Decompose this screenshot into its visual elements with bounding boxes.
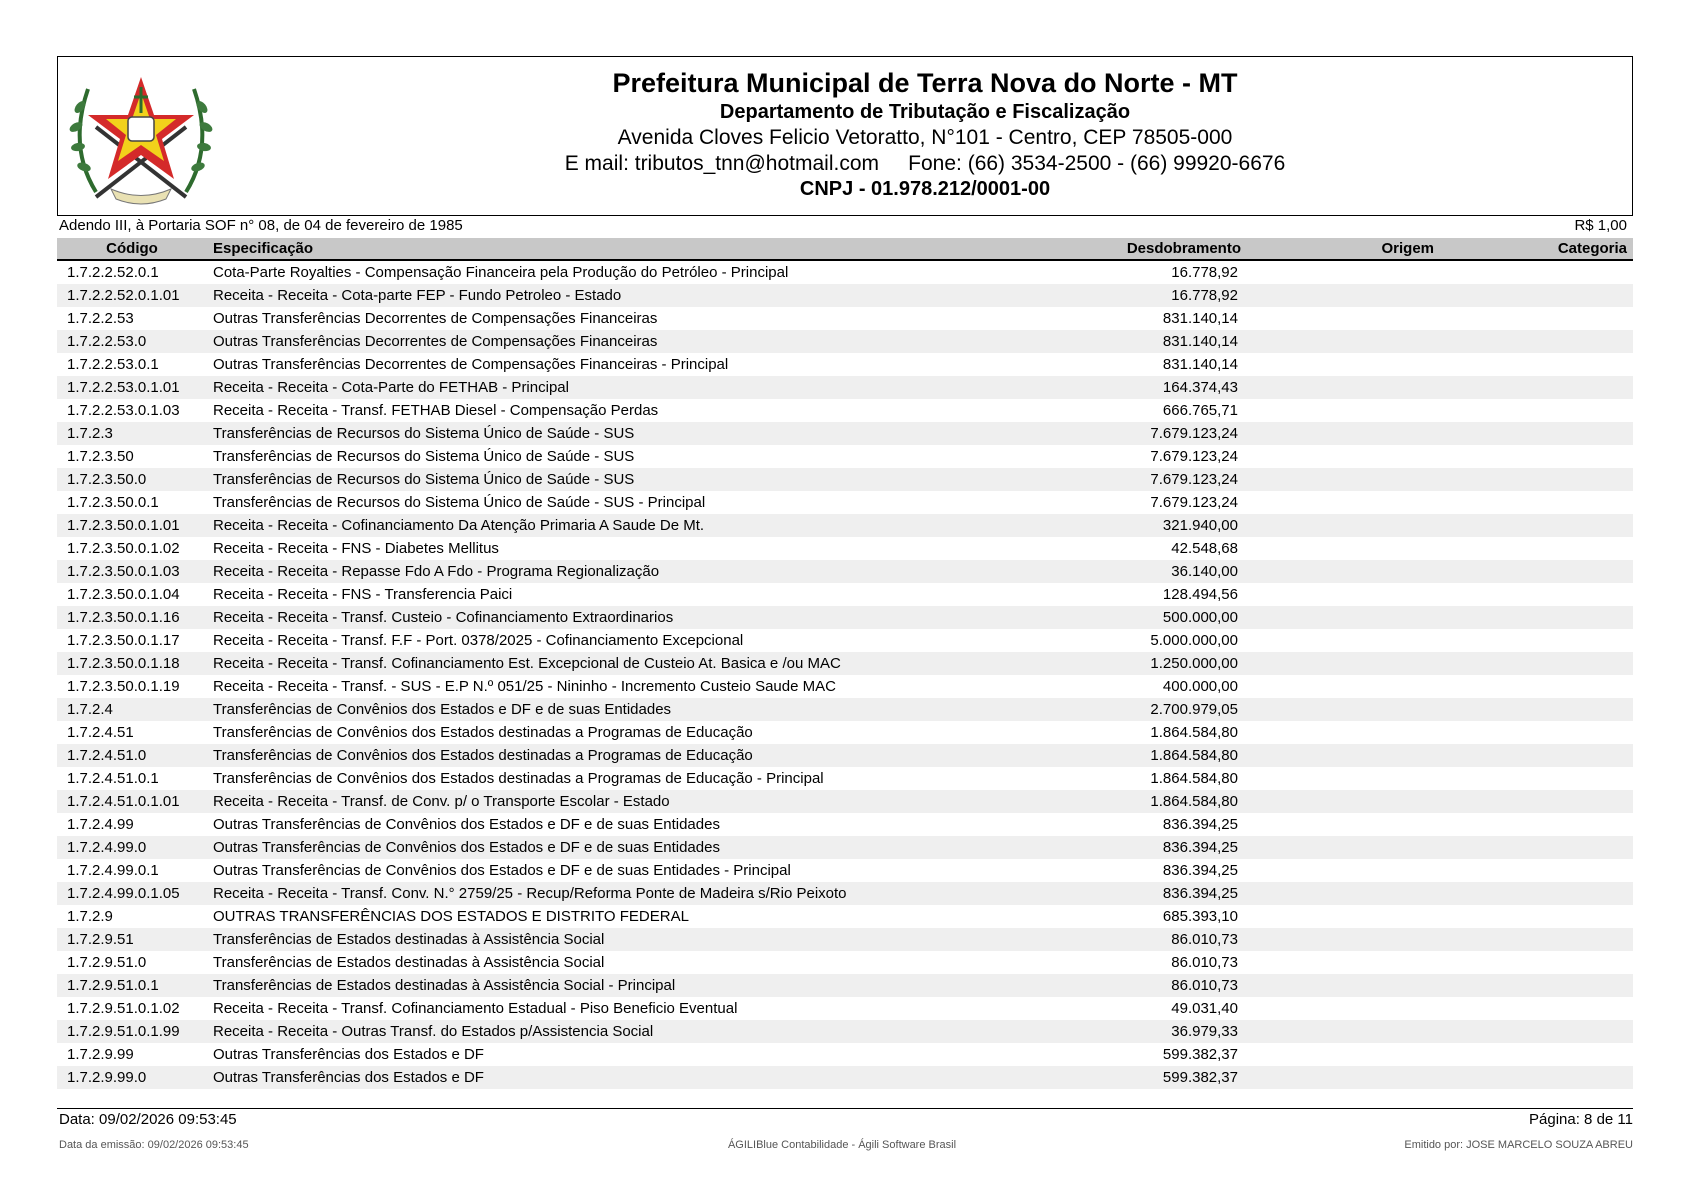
- table-row: [57, 675, 1633, 698]
- cell-especificacao: Outras Transferências de Convênios dos Estados e DF e de suas Entidades: [207, 836, 1054, 859]
- cell-especificacao: Outras Transferências dos Estados e DF: [207, 1066, 1054, 1089]
- cell-especificacao: Receita - Receita - Transf. FETHAB Diesel - Compensação Perdas: [213, 402, 659, 419]
- cell-categoria: [1440, 698, 1633, 721]
- cell-categoria: [1440, 836, 1633, 859]
- cell-origem: [1247, 675, 1440, 698]
- column-header-desdobramento: Desdobramento: [1054, 238, 1247, 260]
- cell-desdobramento: 128.494,56: [1162, 586, 1238, 603]
- cell-codigo: 1.7.2.2.52.0.1.01: [57, 284, 207, 307]
- cell-categoria: [1440, 1066, 1633, 1089]
- cell-origem: [1247, 514, 1440, 537]
- cell-codigo: 1.7.2.9.51.0.1.02: [67, 1000, 180, 1017]
- cell-codigo: 1.7.2.3.50: [67, 448, 134, 465]
- table-row: [57, 997, 1633, 1020]
- table-row: [57, 652, 1633, 675]
- cell-origem: [1247, 629, 1440, 652]
- cell-origem: [1247, 583, 1440, 606]
- cell-especificacao: Transferências de Estados destinadas à Assistência Social: [213, 954, 605, 971]
- cell-codigo: 1.7.2.4.51.0: [57, 744, 207, 767]
- cell-especificacao: Outras Transferências Decorrentes de Compensações Financeiras - Principal: [213, 356, 729, 373]
- cell-especificacao: Cota-Parte Royalties - Compensação Financeira pela Produção do Petróleo - Principal: [213, 264, 789, 281]
- cell-codigo: 1.7.2.3.50.0.1.02: [67, 540, 180, 557]
- cell-especificacao: Receita - Receita - Outras Transf. do Estados p/Assistencia Social: [207, 1020, 1054, 1043]
- cell-categoria: [1440, 491, 1633, 514]
- column-header-codigo: Código: [57, 238, 207, 260]
- cell-origem: [1247, 790, 1440, 813]
- table-row: [57, 560, 1633, 583]
- cell-origem: [1247, 859, 1440, 882]
- cell-desdobramento: 599.382,37: [1054, 1066, 1247, 1089]
- software-credit: ÁGILIBlue Contabilidade - Ágili Software Brasil: [727, 1139, 957, 1151]
- table-body: [57, 260, 1633, 1089]
- table-row: [57, 260, 1633, 284]
- cell-categoria: [1440, 790, 1633, 813]
- cell-categoria: [1440, 951, 1633, 974]
- municipality-title: Prefeitura Municipal de Terra Nova do Norte - MT: [612, 68, 1238, 98]
- cell-categoria: [1440, 905, 1633, 928]
- cell-codigo: 1.7.2.2.53.0.1.03: [67, 402, 180, 419]
- cell-categoria: [1440, 468, 1633, 491]
- cell-especificacao: Transferências de Convênios dos Estados destinadas a Programas de Educação: [207, 744, 1054, 767]
- cell-desdobramento: 599.382,37: [1162, 1046, 1238, 1063]
- cell-origem: [1247, 422, 1440, 445]
- emission-date: Data da emissão: 09/02/2026 09:53:45: [59, 1139, 249, 1151]
- cell-categoria: [1440, 353, 1633, 376]
- table-row: [57, 491, 1633, 514]
- column-header-origem: Origem: [1247, 238, 1440, 260]
- table-row: [57, 445, 1633, 468]
- cell-categoria: [1440, 813, 1633, 836]
- table-row: [57, 836, 1633, 859]
- cell-origem: [1247, 767, 1440, 790]
- page-number: Página: 8 de 11: [1529, 1111, 1633, 1128]
- cell-especificacao: Receita - Receita - Transf. - SUS - E.P N.º 051/25 - Nininho - Incremento Custeio Saude MAC: [213, 678, 836, 695]
- cell-origem: [1247, 353, 1440, 376]
- cell-desdobramento: 666.765,71: [1162, 402, 1238, 419]
- report-header: [57, 56, 1633, 216]
- cell-especificacao: Receita - Receita - Transf. Cofinanciamento Est. Excepcional de Custeio At. Basica e /ou MAC: [207, 652, 1054, 675]
- cell-categoria: [1440, 330, 1633, 353]
- cell-codigo: 1.7.2.3: [57, 422, 207, 445]
- cell-especificacao: Receita - Receita - Transf. Custeio - Cofinanciamento Extraordinarios: [207, 606, 1054, 629]
- cell-categoria: [1440, 560, 1633, 583]
- table-row: [57, 767, 1633, 790]
- address-line: Avenida Cloves Felicio Vetoratto, N°101 - Centro, CEP 78505-000: [617, 126, 1233, 149]
- cell-origem: [1247, 951, 1440, 974]
- cell-origem: [1247, 1020, 1440, 1043]
- cell-origem: [1247, 744, 1440, 767]
- cell-categoria: [1440, 652, 1633, 675]
- cell-origem: [1247, 307, 1440, 330]
- report-subheader: [59, 217, 1627, 235]
- cell-codigo: 1.7.2.4: [57, 698, 207, 721]
- cell-desdobramento: 164.374,43: [1054, 376, 1247, 399]
- cell-desdobramento: 836.394,25: [1054, 836, 1247, 859]
- cell-categoria: [1440, 260, 1633, 284]
- cell-desdobramento: 16.778,92: [1171, 264, 1238, 281]
- cell-origem: [1247, 882, 1440, 905]
- cell-codigo: 1.7.2.2.53.0.1: [67, 356, 159, 373]
- regulation-reference: Adendo III, à Portaria SOF n° 08, de 04 de fevereiro de 1985: [59, 217, 463, 234]
- cell-categoria: [1440, 376, 1633, 399]
- cell-origem: [1247, 836, 1440, 859]
- table-row: [57, 698, 1633, 721]
- cell-desdobramento: 1.864.584,80: [1150, 724, 1238, 741]
- cell-codigo: 1.7.2.4.99: [67, 816, 134, 833]
- cell-origem: [1247, 606, 1440, 629]
- cell-codigo: 1.7.2.3.50.0.1.01: [57, 514, 207, 537]
- issued-by: Emitido por: JOSE MARCELO SOUZA ABREU: [1404, 1139, 1633, 1151]
- cell-especificacao: Receita - Receita - Transf. de Conv. p/ o Transporte Escolar - Estado: [207, 790, 1054, 813]
- cell-categoria: [1440, 744, 1633, 767]
- cell-desdobramento: 49.031,40: [1171, 1000, 1238, 1017]
- table-row: [57, 905, 1633, 928]
- cell-origem: [1247, 284, 1440, 307]
- cell-origem: [1247, 974, 1440, 997]
- cell-codigo: 1.7.2.4.99.0: [57, 836, 207, 859]
- cell-desdobramento: 685.393,10: [1162, 908, 1238, 925]
- cell-especificacao: Receita - Receita - Cota-Parte do FETHAB - Principal: [207, 376, 1054, 399]
- cell-desdobramento: 831.140,14: [1162, 356, 1238, 373]
- cell-origem: [1247, 813, 1440, 836]
- table-row: [57, 307, 1633, 330]
- cell-codigo: 1.7.2.9.51.0.1.99: [57, 1020, 207, 1043]
- cell-especificacao: Transferências de Recursos do Sistema Único de Saúde - SUS: [213, 448, 635, 465]
- table-row: [57, 1020, 1633, 1043]
- cell-desdobramento: 16.778,92: [1054, 284, 1247, 307]
- cell-especificacao: Receita - Receita - Transf. F.F - Port. 0378/2025 - Cofinanciamento Excepcional: [213, 632, 744, 649]
- cell-codigo: 1.7.2.4.99.0.1.05: [57, 882, 207, 905]
- cell-desdobramento: 831.140,14: [1054, 330, 1247, 353]
- cnpj-line: CNPJ - 01.978.212/0001-00: [799, 178, 1051, 200]
- cell-origem: [1247, 1066, 1440, 1089]
- cell-categoria: [1440, 859, 1633, 882]
- table-row: [57, 468, 1633, 491]
- contact-line: E mail: tributos_tnn@hotmail.com Fone: (66) 3534-2500 - (66) 99920-6676: [564, 152, 1286, 175]
- cell-desdobramento: 321.940,00: [1054, 514, 1247, 537]
- cell-codigo: 1.7.2.9.51: [57, 928, 207, 951]
- cell-codigo: 1.7.2.4.51.0.1.01: [57, 790, 207, 813]
- cell-desdobramento: 7.679.123,24: [1150, 494, 1238, 511]
- cell-categoria: [1440, 675, 1633, 698]
- cell-especificacao: Receita - Receita - Transf. Conv. N.° 2759/25 - Recup/Reforma Ponte de Madeira s/Rio Peixoto: [207, 882, 1054, 905]
- cell-categoria: [1440, 583, 1633, 606]
- cell-desdobramento: 500.000,00: [1054, 606, 1247, 629]
- cell-especificacao: Transferências de Convênios dos Estados e DF e de suas Entidades: [207, 698, 1054, 721]
- cell-categoria: [1440, 445, 1633, 468]
- cell-desdobramento: 7.679.123,24: [1150, 448, 1238, 465]
- cell-origem: [1247, 652, 1440, 675]
- cell-codigo: 1.7.2.9.99.0: [57, 1066, 207, 1089]
- cell-origem: [1247, 260, 1440, 284]
- cell-desdobramento: 42.548,68: [1171, 540, 1238, 557]
- cell-codigo: 1.7.2.3.50.0.1.17: [67, 632, 180, 649]
- table-row: [57, 1066, 1633, 1089]
- cell-origem: [1247, 698, 1440, 721]
- cell-codigo: 1.7.2.2.53.0: [57, 330, 207, 353]
- cell-categoria: [1440, 422, 1633, 445]
- table-row: [57, 422, 1633, 445]
- cell-desdobramento: 1.864.584,80: [1150, 770, 1238, 787]
- cell-origem: [1247, 399, 1440, 422]
- table-row: [57, 744, 1633, 767]
- cell-origem: [1247, 560, 1440, 583]
- cell-codigo: 1.7.2.2.52.0.1: [67, 264, 159, 281]
- table-row: [57, 882, 1633, 905]
- footer-divider: [57, 1108, 1633, 1109]
- cell-especificacao: Receita - Receita - Repasse Fdo A Fdo - Programa Regionalização: [207, 560, 1054, 583]
- table-row: [57, 928, 1633, 951]
- cell-desdobramento: 7.679.123,24: [1054, 468, 1247, 491]
- table-row: [57, 353, 1633, 376]
- table-row: [57, 537, 1633, 560]
- cell-origem: [1247, 997, 1440, 1020]
- cell-especificacao: Receita - Receita - Cota-parte FEP - Fundo Petroleo - Estado: [207, 284, 1054, 307]
- cell-codigo: 1.7.2.3.50.0.1.03: [57, 560, 207, 583]
- cell-categoria: [1440, 399, 1633, 422]
- cell-categoria: [1440, 629, 1633, 652]
- cell-categoria: [1440, 514, 1633, 537]
- cell-desdobramento: 836.394,25: [1162, 862, 1238, 879]
- cell-categoria: [1440, 606, 1633, 629]
- cell-origem: [1247, 928, 1440, 951]
- municipal-coat-of-arms-icon: [66, 67, 216, 207]
- cell-categoria: [1440, 1043, 1633, 1066]
- cell-especificacao: OUTRAS TRANSFERÊNCIAS DOS ESTADOS E DISTRITO FEDERAL: [213, 908, 689, 925]
- cell-codigo: 1.7.2.3.50.0.1.18: [57, 652, 207, 675]
- cell-categoria: [1440, 284, 1633, 307]
- table-row: [57, 284, 1633, 307]
- table-row: [57, 974, 1633, 997]
- cell-especificacao: Receita - Receita - Cofinanciamento Da Atenção Primaria A Saude De Mt.: [207, 514, 1054, 537]
- cell-codigo: 1.7.2.4.51: [67, 724, 134, 741]
- table-row: [57, 813, 1633, 836]
- cell-codigo: 1.7.2.2.53.0.1.01: [57, 376, 207, 399]
- table-row: [57, 376, 1633, 399]
- cell-desdobramento: 36.979,33: [1054, 1020, 1247, 1043]
- cell-desdobramento: 836.394,25: [1162, 816, 1238, 833]
- cell-especificacao: Outras Transferências dos Estados e DF: [213, 1046, 484, 1063]
- cell-especificacao: Receita - Receita - Transf. Cofinanciamento Estadual - Piso Beneficio Eventual: [213, 1000, 738, 1017]
- cell-desdobramento: 836.394,25: [1054, 882, 1247, 905]
- cell-desdobramento: 2.700.979,05: [1054, 698, 1247, 721]
- cell-desdobramento: 1.864.584,80: [1054, 744, 1247, 767]
- cell-codigo: 1.7.2.3.50.0.1.16: [57, 606, 207, 629]
- cell-categoria: [1440, 307, 1633, 330]
- cell-desdobramento: 1.250.000,00: [1054, 652, 1247, 675]
- cell-desdobramento: 86.010,73: [1054, 974, 1247, 997]
- cell-especificacao: Receita - Receita - FNS - Diabetes Mellitus: [213, 540, 499, 557]
- cell-origem: [1247, 905, 1440, 928]
- cell-codigo: 1.7.2.9: [67, 908, 113, 925]
- cell-origem: [1247, 376, 1440, 399]
- cell-codigo: 1.7.2.3.50.0: [57, 468, 207, 491]
- cell-especificacao: Outras Transferências de Convênios dos Estados e DF e de suas Entidades - Principal: [213, 862, 791, 879]
- cell-categoria: [1440, 974, 1633, 997]
- cell-categoria: [1440, 537, 1633, 560]
- cell-codigo: 1.7.2.3.50.0.1: [67, 494, 159, 511]
- cell-origem: [1247, 445, 1440, 468]
- table-row: [57, 790, 1633, 813]
- cell-especificacao: Outras Transferências Decorrentes de Compensações Financeiras: [213, 310, 658, 327]
- cell-desdobramento: 86.010,73: [1054, 928, 1247, 951]
- cell-categoria: [1440, 882, 1633, 905]
- cell-especificacao: Transferências de Convênios dos Estados destinadas a Programas de Educação - Principal: [213, 770, 824, 787]
- department-name: Departamento de Tributação e Fiscalização: [719, 101, 1131, 123]
- cell-origem: [1247, 468, 1440, 491]
- cell-desdobramento: 7.679.123,24: [1054, 422, 1247, 445]
- column-header-especificacao: Especificação: [207, 238, 1054, 260]
- table-row: [57, 721, 1633, 744]
- cell-especificacao: Transferências de Estados destinadas à Assistência Social - Principal: [207, 974, 1054, 997]
- table-row: [57, 859, 1633, 882]
- cell-origem: [1247, 491, 1440, 514]
- table-row: [57, 330, 1633, 353]
- cell-especificacao: Transferências de Convênios dos Estados destinadas a Programas de Educação: [213, 724, 753, 741]
- cell-categoria: [1440, 721, 1633, 744]
- cell-origem: [1247, 330, 1440, 353]
- cell-codigo: 1.7.2.3.50.0.1.04: [67, 586, 180, 603]
- table-row: [57, 1043, 1633, 1066]
- cell-origem: [1247, 721, 1440, 744]
- cell-desdobramento: 400.000,00: [1162, 678, 1238, 695]
- cell-especificacao: Transferências de Recursos do Sistema Único de Saúde - SUS: [207, 468, 1054, 491]
- header-text-block: [218, 67, 1632, 202]
- cell-codigo: 1.7.2.2.53: [67, 310, 134, 327]
- cell-especificacao: Transferências de Recursos do Sistema Único de Saúde - SUS - Principal: [213, 494, 706, 511]
- table-row: [57, 583, 1633, 606]
- cell-codigo: 1.7.2.9.99: [67, 1046, 134, 1063]
- cell-desdobramento: 831.140,14: [1162, 310, 1238, 327]
- revenue-table: [57, 238, 1633, 1089]
- cell-desdobramento: 5.000.000,00: [1150, 632, 1238, 649]
- cell-codigo: 1.7.2.4.99.0.1: [67, 862, 159, 879]
- cell-categoria: [1440, 1020, 1633, 1043]
- table-row: [57, 629, 1633, 652]
- table-row: [57, 951, 1633, 974]
- cell-desdobramento: 36.140,00: [1054, 560, 1247, 583]
- cell-desdobramento: 1.864.584,80: [1054, 790, 1247, 813]
- cell-codigo: 1.7.2.9.51.0: [67, 954, 147, 971]
- cell-especificacao: Transferências de Recursos do Sistema Único de Saúde - SUS: [207, 422, 1054, 445]
- table-header: [57, 238, 1633, 260]
- table-row: [57, 399, 1633, 422]
- cell-codigo: 1.7.2.9.51.0.1: [57, 974, 207, 997]
- cell-categoria: [1440, 997, 1633, 1020]
- cell-categoria: [1440, 767, 1633, 790]
- cell-desdobramento: 86.010,73: [1171, 954, 1238, 971]
- cell-especificacao: Transferências de Estados destinadas à Assistência Social: [207, 928, 1054, 951]
- cell-origem: [1247, 537, 1440, 560]
- footer-date: Data: 09/02/2026 09:53:45: [59, 1111, 237, 1128]
- cell-codigo: 1.7.2.4.51.0.1: [67, 770, 159, 787]
- column-header-categoria: Categoria: [1440, 238, 1633, 260]
- cell-especificacao: Outras Transferências Decorrentes de Compensações Financeiras: [207, 330, 1054, 353]
- cell-categoria: [1440, 928, 1633, 951]
- cell-especificacao: Outras Transferências de Convênios dos Estados e DF e de suas Entidades: [213, 816, 720, 833]
- table-row: [57, 606, 1633, 629]
- cell-especificacao: Receita - Receita - FNS - Transferencia Paici: [213, 586, 513, 603]
- cell-codigo: 1.7.2.3.50.0.1.19: [67, 678, 180, 695]
- currency-unit: R$ 1,00: [1574, 217, 1627, 234]
- cell-origem: [1247, 1043, 1440, 1066]
- table-row: [57, 514, 1633, 537]
